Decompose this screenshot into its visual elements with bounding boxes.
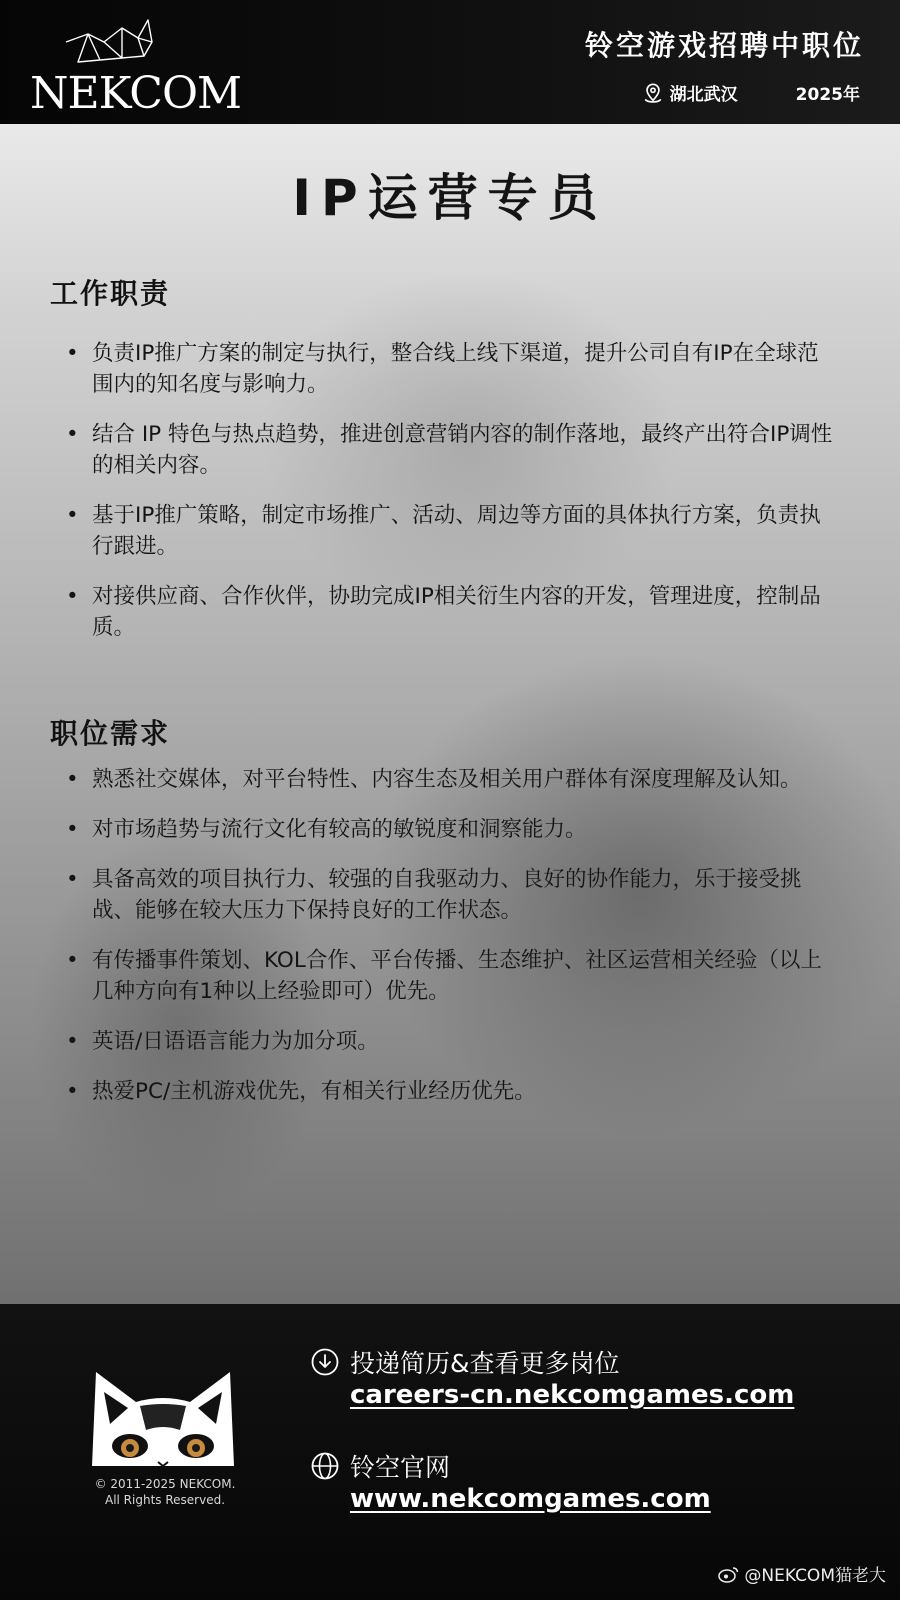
header: [0, 0, 900, 124]
copyright: © 2011-2025 NEKCOM. All Rights Reserved.: [94, 1477, 236, 1507]
location-pin-icon: [642, 82, 664, 104]
site-label: 铃空官网: [350, 1453, 451, 1482]
download-icon: [310, 1347, 340, 1377]
bullet: •: [66, 817, 79, 842]
site-link-block: [310, 1448, 711, 1514]
apply-label: 投递简历&查看更多岗位: [350, 1349, 620, 1378]
careers-link[interactable]: careers-cn.nekcomgames.com: [350, 1380, 795, 1410]
list-item: • 英语/日语语言能力为加分项。: [66, 1026, 836, 1057]
list-item: • 对接供应商、合作伙伴，协助完成IP相关衍生内容的开发，管理进度，控制品质。: [66, 581, 836, 643]
list-item: • 热爱PC/主机游戏优先，有相关行业经历优先。: [66, 1076, 836, 1107]
footer: [0, 1304, 900, 1600]
bullet: •: [66, 948, 79, 973]
bullet: •: [66, 503, 79, 528]
list-item: • 对市场趋势与流行文化有较高的敏锐度和洞察能力。: [66, 814, 836, 845]
bullet: •: [66, 1079, 79, 1104]
list-item: • 具备高效的项目执行力、较强的自我驱动力、良好的协作能力，乐于接受挑战、能够在较大压力下保持良好的工作状态。: [66, 864, 836, 926]
weibo-watermark: @NEKCOM猫老大: [718, 1561, 886, 1586]
header-meta: [642, 80, 860, 105]
requirements-heading: 职位需求: [50, 717, 171, 750]
weibo-icon: [718, 1565, 740, 1583]
bullet: •: [66, 341, 79, 366]
duties-heading: 工作职责: [50, 277, 171, 310]
duties-list: [66, 338, 836, 662]
bullet: •: [66, 422, 79, 447]
header-title: 铃空游戏招聘中职位: [584, 29, 864, 62]
list-item: • 负责IP推广方案的制定与执行，整合线上线下渠道，提升公司自有IP在全球范围内的知名度与影响力。: [66, 338, 836, 400]
bullet: •: [66, 1029, 79, 1054]
list-item: • 有传播事件策划、KOL合作、平台传播、生态维护、社区运营相关经验（以上几种方向有1种以上经验即可）优先。: [66, 945, 836, 1007]
bullet: •: [66, 584, 79, 609]
website-link[interactable]: www.nekcomgames.com: [350, 1484, 711, 1514]
requirements-list: [66, 764, 836, 1126]
list-item: • 结合 IP 特色与热点趋势，推进创意营销内容的制作落地，最终产出符合IP调性的相关内容。: [66, 419, 836, 481]
location-text: 湖北武汉: [669, 85, 738, 105]
list-item: • 基于IP推广策略，制定市场推广、活动、周边等方面的具体执行方案，负责执行跟进。: [66, 500, 836, 562]
cat-face-icon: [88, 1362, 238, 1468]
site-row: [310, 1448, 711, 1484]
bullet: •: [66, 867, 79, 892]
year-text: 2025年: [795, 85, 860, 105]
nekcom-logo: [26, 12, 242, 119]
apply-link-block: [310, 1344, 794, 1410]
job-title: IP运营专员: [292, 169, 608, 227]
job-details: [0, 124, 900, 1304]
logo-wordmark: NEKCOM: [30, 68, 242, 119]
globe-icon: [310, 1451, 340, 1481]
list-item: • 熟悉社交媒体，对平台特性、内容生态及相关用户群体有深度理解及认知。: [66, 764, 836, 795]
apply-row: [310, 1344, 794, 1380]
logo-cat-origami-icon: [26, 12, 196, 72]
bullet: •: [66, 767, 79, 792]
